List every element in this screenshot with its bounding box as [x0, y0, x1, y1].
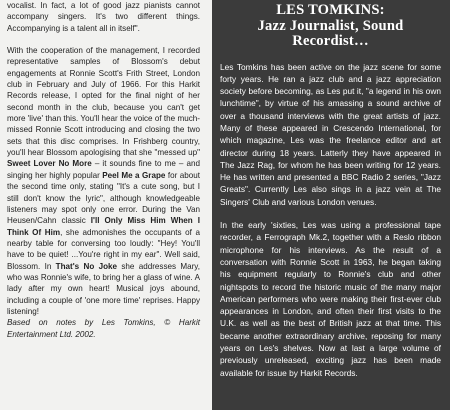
- left-paragraph-2: [7, 45, 200, 317]
- song-title: Sweet Lover No More: [7, 159, 92, 169]
- title-line: Recordist…: [292, 33, 369, 49]
- title-line: Jazz Journalist, Sound: [257, 17, 404, 34]
- page-title: [220, 3, 441, 50]
- right-paragraph-2: In the early 'sixties, Les was using a professional tape recorder, a Ferrograph Mk.2, together with a Reslo ribbon microphone for his interviews. As the result of a conversation with Ronnie Scott in 1963, he began taking his equipment regularly to Ronnie's club and other nightspots to record the historic music of the many major American performers who were making their first-ever club appearances in London, and often their first visits to the U.K. as well as the best of British jazz at that time. This became another extraordinary archive, reposing for many years on Les's shelves. Now at last a large volume of previously unreleased, exciting jazz has been made available for issue by Harkit Records.: [220, 220, 441, 378]
- paragraph-text: – it sounds fine to me – and singing her highly popular: [7, 159, 200, 180]
- paragraph-text: for about the second time only, stating "It's a cute song, but I still don't know the lyric", although knowledgeable listeners may spot only one error. During the Van Heusen/Cahn classic: [7, 170, 200, 226]
- right-panel: [212, 0, 450, 410]
- left-paragraph-1: vocalist. In fact, a lot of good jazz pianists cannot accompany singers. It's two different things. Accompanying is a talent all in itself".: [7, 1, 200, 33]
- source-note: Based on notes by Les Tomkins, © Harkit Entertainment Ltd. 2002.: [7, 318, 200, 339]
- paragraph-text: With the cooperation of the management, I recorded representative samples of Blossom's debut engagements at Ronnie Scott's Frith Street, London club in February and July of 1966. For this Harkit Records release, I opted for the final night of her second month in the club, because you can't get more 'live' than this. You'll hear the voice of the much-missed Ronnie Scott introducing and closing the two sets that this disc comprises. In Frishberg country, you'll hear Blossom apologising that she "messed up": [7, 46, 200, 158]
- left-panel: [0, 0, 212, 410]
- song-title: That's No Joke: [55, 261, 118, 271]
- right-paragraph-1: Les Tomkins has been active on the jazz scene for some forty years. He ran a jazz club and a jazz appreciation society before becoming, as Les put it, "a legend in his own lunchtime", by virtue of his amassing a sound archive of over a thousand interviews with the great artists of jazz. Many of these appeared in Crescendo International, for which magazine, Les was the freelance editor and art director during 18 years. Latterly they have appeared in The Jazz Rag, for whom he has been writing for 12 years. He has written and presented a BBC Radio 2 series, "Jazz Greats". Currently Les also sings in a jazz vein at The Singers' Club and various London venues.: [220, 61, 441, 207]
- paragraph-text: she addresses Mary, who was Ronnie's wife, to bring her a glass of wine. A lady after my own heart! Musical joys abound, including a couple of 'one more time' reprises. Happy listening!: [7, 261, 200, 316]
- title-line: LES TOMKINS:: [276, 2, 385, 18]
- song-title: I'll Only Miss Him When I Think Of Him: [7, 216, 200, 237]
- song-title: Peel Me a Grape: [102, 170, 166, 180]
- paragraph-text: , she admonishes the occupants of a nearby table for conversing too loudly: "Hey! You'll have to be quiet! ...You're right in my ear". Well said, Blossom. In: [7, 227, 200, 271]
